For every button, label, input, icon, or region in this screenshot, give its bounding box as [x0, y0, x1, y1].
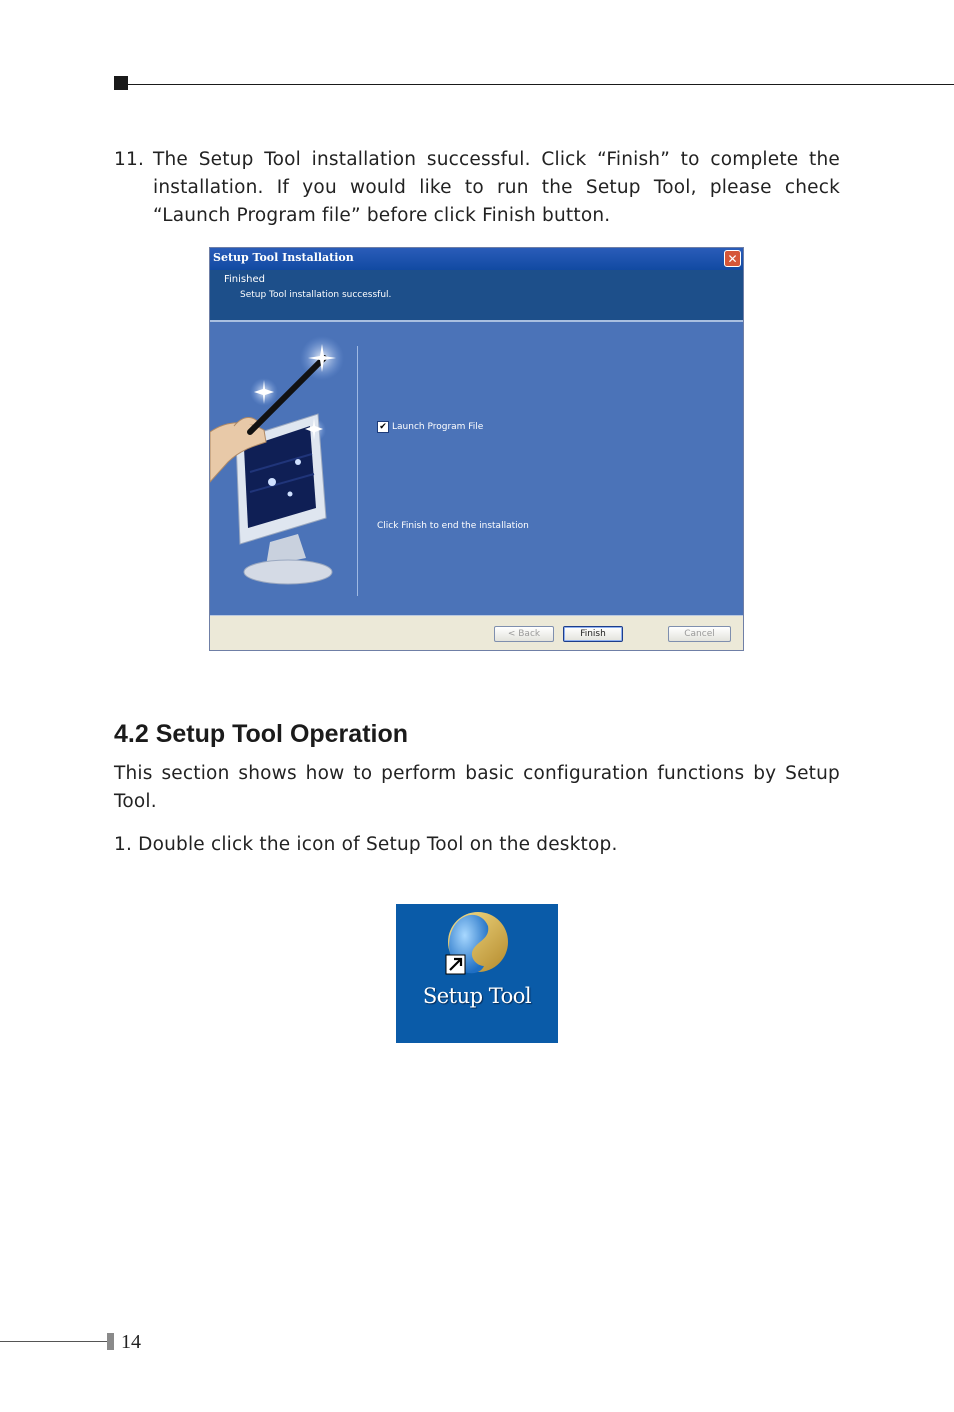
launch-program-checkbox[interactable]: ✔: [377, 421, 389, 433]
close-button[interactable]: ✕: [724, 250, 741, 267]
page-number: 14: [121, 1331, 141, 1353]
finish-instruction: Click Finish to end the installation: [377, 521, 529, 531]
dialog-footer: [210, 615, 743, 651]
installer-dialog: [209, 247, 744, 651]
desktop-icon-label: Setup Tool: [422, 984, 532, 1008]
step-number: 11.: [114, 149, 145, 170]
dialog-titlebar: [210, 248, 743, 270]
footer-marker: [107, 1333, 114, 1350]
cancel-button[interactable]: Cancel: [668, 626, 731, 642]
header-title: Finished: [224, 274, 265, 285]
header-marker: [114, 76, 128, 90]
launch-program-option[interactable]: [377, 421, 483, 433]
launch-program-label: Launch Program File: [392, 422, 484, 432]
setup-tool-icon: [396, 904, 558, 984]
section-intro: This section shows how to perform basic configuration functions by Setup Tool.: [114, 763, 840, 812]
step-11: [114, 146, 840, 230]
desktop-shortcut[interactable]: [396, 904, 558, 1043]
header-subtitle: Setup Tool installation successful.: [240, 290, 392, 300]
finish-button[interactable]: Finish: [563, 626, 623, 642]
shortcut-arrow-icon: [446, 955, 465, 974]
step-1: 1. Double click the icon of Setup Tool on the desktop.: [114, 834, 618, 855]
step-text: The Setup Tool installation successful. Click “Finish” to complete the installation. If you would like to run the Setup Tool, please check “Launch Program file” before click Finish button.: [153, 149, 840, 226]
header-rule: [128, 84, 954, 85]
panel-divider: [357, 346, 358, 596]
dialog-title: Setup Tool Installation: [213, 251, 354, 264]
section-title: 4.2 Setup Tool Operation: [114, 720, 409, 748]
wizard-illustration: [210, 322, 358, 617]
back-button[interactable]: < Back: [494, 626, 554, 642]
dialog-header: [210, 270, 743, 320]
footer-rule: [0, 1341, 108, 1342]
